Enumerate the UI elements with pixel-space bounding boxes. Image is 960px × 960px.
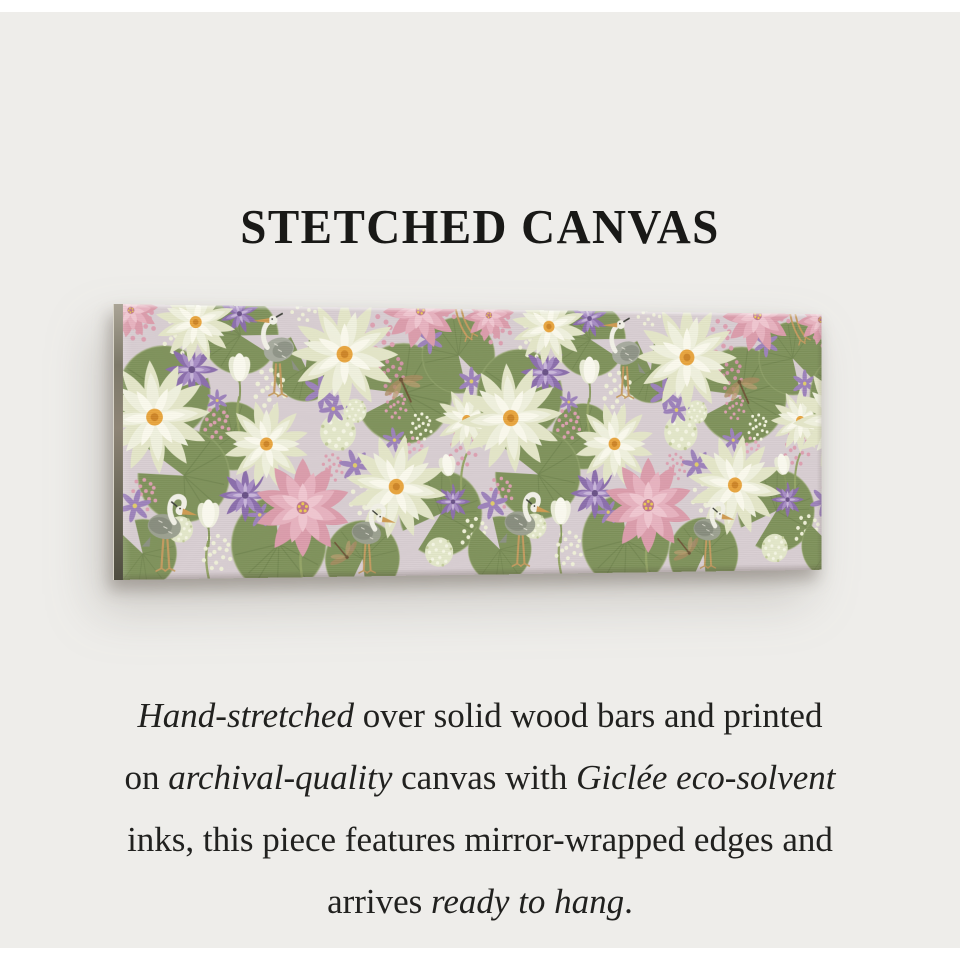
floral-pattern-artwork (123, 304, 822, 580)
canvas-3d-body (113, 304, 822, 580)
page-title: STETCHED CANVAS (240, 198, 720, 254)
canvas-front-face (123, 304, 822, 580)
canvas-mockup (113, 304, 883, 580)
description-line: Hand-stretched over solid wood bars and printed (137, 696, 823, 735)
product-description (70, 685, 890, 933)
description-line: arrives ready to hang. (327, 882, 633, 921)
description-line: inks, this piece features mirror-wrapped edges and (127, 820, 833, 859)
description-line: on archival-quality canvas with Giclée eco-solvent (124, 758, 836, 797)
canvas-side-edge (113, 304, 123, 580)
